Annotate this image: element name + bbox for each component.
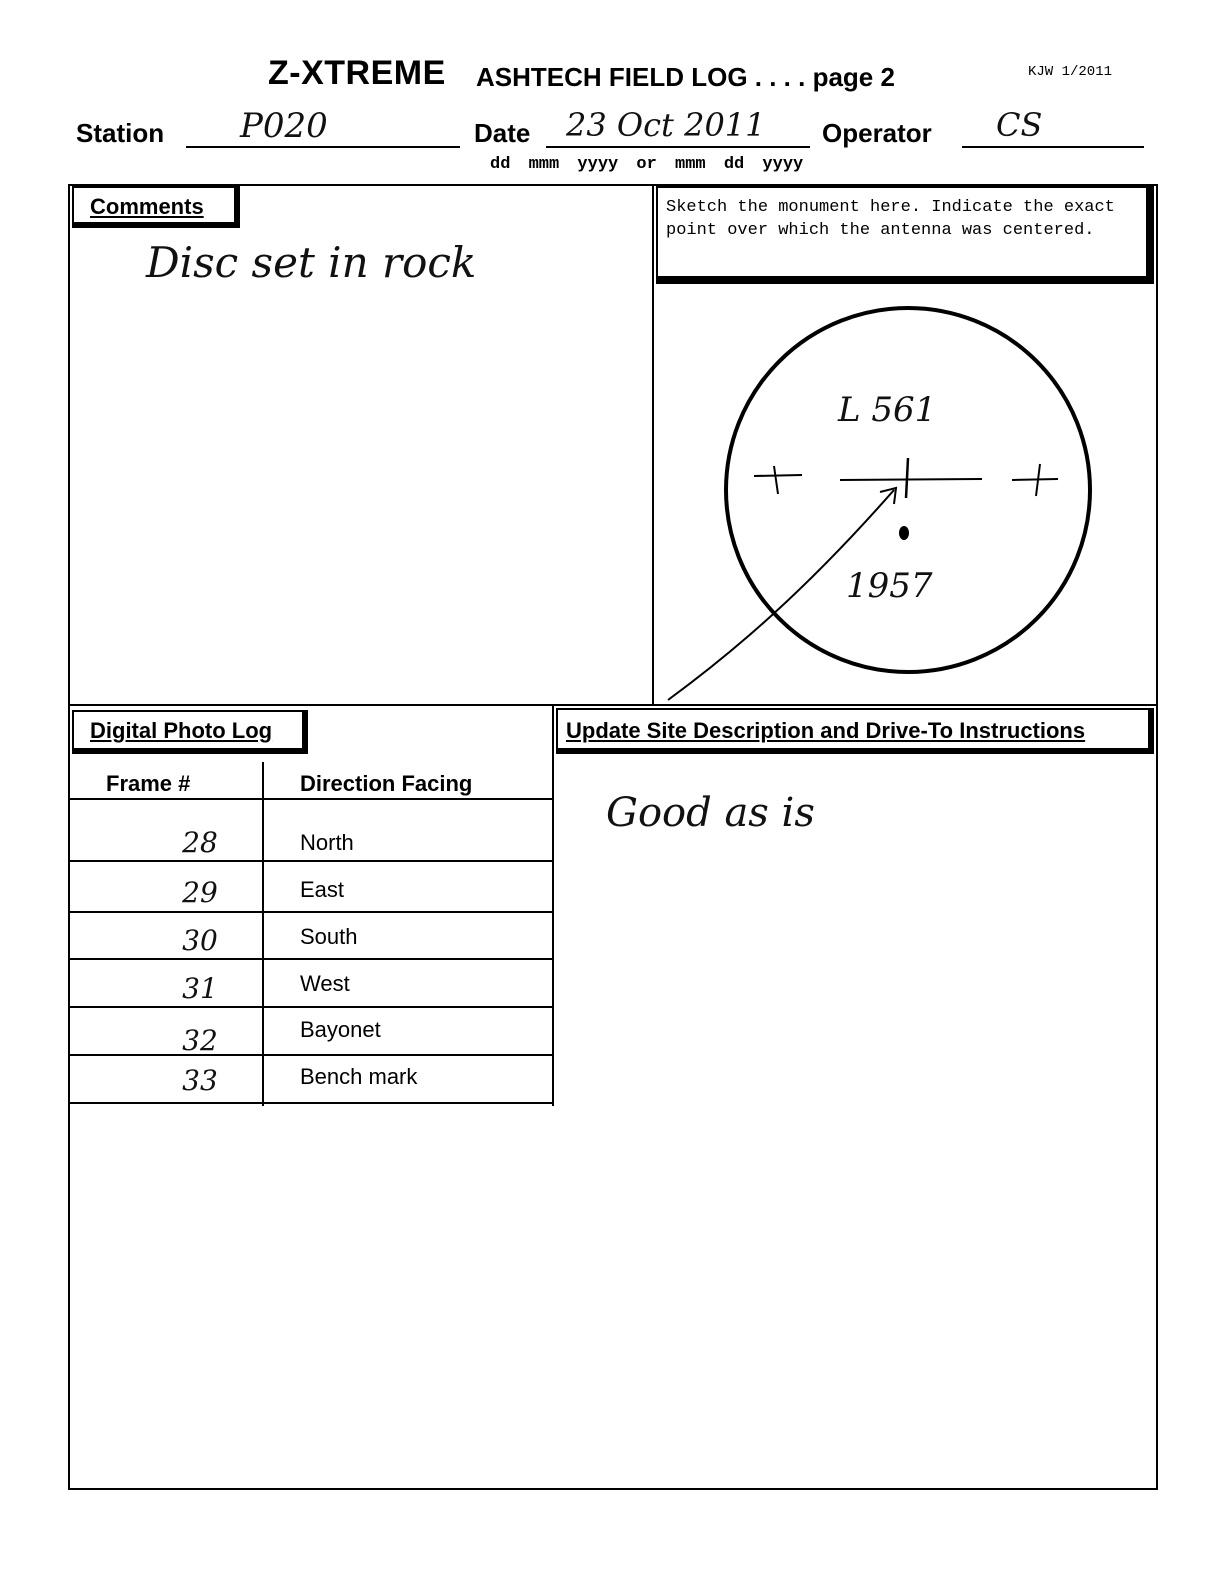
row-line-6 <box>70 1102 554 1104</box>
sketch-label-bottom: 1957 <box>846 566 933 606</box>
monument-sketch[interactable] <box>656 290 1156 704</box>
photo-direction-4[interactable]: West <box>300 971 350 996</box>
photo-frame-1[interactable]: 28 <box>182 826 218 859</box>
sketch-label-top: L 561 <box>838 390 937 430</box>
frame-column-header: Frame # <box>106 771 191 796</box>
upper-divider <box>652 184 654 706</box>
operator-underline <box>962 146 1144 148</box>
comments-heading: Comments <box>72 186 240 228</box>
photo-frame-6[interactable]: 33 <box>182 1064 218 1097</box>
photo-frame-5[interactable]: 32 <box>182 1024 218 1057</box>
row-line-1 <box>70 860 554 862</box>
photo-direction-2[interactable]: East <box>300 877 345 902</box>
operator-value[interactable]: CS <box>996 106 1043 144</box>
comments-text[interactable]: Disc set in rock <box>146 238 477 287</box>
photo-frame-4[interactable]: 31 <box>182 972 218 1005</box>
date-label: Date <box>474 118 531 148</box>
photo-direction-1[interactable]: North <box>300 830 354 855</box>
date-value[interactable]: 23 Oct 2011 <box>566 106 766 144</box>
photo-direction-5[interactable]: Bayonet <box>300 1017 381 1042</box>
station-label: Station <box>76 118 165 148</box>
form-title: ASHTECH FIELD LOG . . . . page 2 <box>476 62 895 92</box>
station-value[interactable]: P020 <box>240 106 328 146</box>
sketch-instructions: Sketch the monument here. Indicate the exact point over which the antenna was centered. <box>666 198 1115 240</box>
row-line-5 <box>70 1054 554 1056</box>
center-mark <box>906 458 908 498</box>
row-line-4 <box>70 1006 554 1008</box>
photo-log-heading: Digital Photo Log <box>72 710 308 754</box>
date-underline <box>546 146 810 148</box>
date-format-hint: dd mmm yyyy or mmm dd yyyy <box>490 155 804 174</box>
center-line <box>840 479 982 480</box>
header-row-line <box>70 798 554 800</box>
site-update-text[interactable]: Good as is <box>606 790 815 836</box>
photo-log-right-edge <box>552 706 554 1106</box>
middle-divider <box>68 704 1158 706</box>
left-cross-h <box>754 475 802 476</box>
monument-disc-outline <box>726 308 1090 672</box>
photo-direction-6[interactable]: Bench mark <box>300 1064 418 1089</box>
row-line-2 <box>70 911 554 913</box>
direction-column-header: Direction Facing <box>300 771 473 796</box>
form-brand-title: Z-XTREME <box>268 54 446 92</box>
operator-label: Operator <box>822 118 932 148</box>
photo-frame-2[interactable]: 29 <box>182 876 218 909</box>
sketch-dot <box>899 526 909 540</box>
photo-frame-3[interactable]: 30 <box>182 924 218 957</box>
right-cross-h <box>1012 479 1058 480</box>
station-underline <box>186 146 460 148</box>
form-code: KJW 1/2011 <box>1028 64 1113 80</box>
site-update-heading: Update Site Description and Drive-To Instructions <box>556 708 1154 754</box>
photo-direction-3[interactable]: South <box>300 924 358 949</box>
left-cross-v <box>774 466 778 494</box>
row-line-3 <box>70 958 554 960</box>
sketch-instructions-box <box>656 186 1154 284</box>
